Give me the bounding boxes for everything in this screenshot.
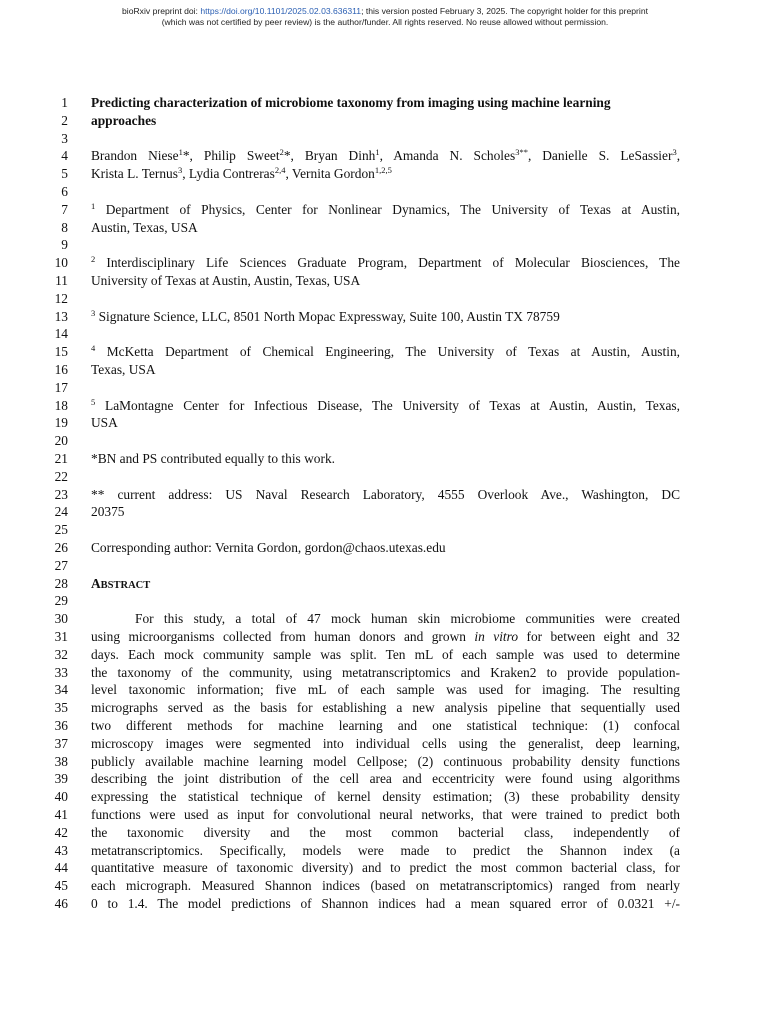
line-number: 46 xyxy=(54,896,68,911)
line-number: 24 xyxy=(54,504,68,520)
abstract-line: microscopy images were segmented into individual cells using the generalist, deep learning, xyxy=(91,735,680,751)
line-number: 39 xyxy=(54,771,68,787)
abstract-line: expressing the statistical technique of kernel density estimation; (3) these probability density xyxy=(91,789,680,805)
line-number: 42 xyxy=(54,824,68,840)
line-number: 45 xyxy=(54,878,68,894)
abstract-line: metatranscriptomics. Specifically, models were made to predict the Shannon index (a xyxy=(91,842,680,858)
abstract-line: micrographs served as the basis for establishing a new analysis pipeline that sequentially used xyxy=(91,700,680,716)
abstract-line: level taxonomic information; five mL of each sample was used for imaging. The resulting xyxy=(91,682,680,698)
line-number: 41 xyxy=(54,807,68,822)
line-number: 9 xyxy=(61,237,68,253)
line-number: 28 xyxy=(54,575,68,591)
preprint-header xyxy=(0,6,770,28)
line-number: 14 xyxy=(54,326,68,342)
line-number: 16 xyxy=(54,362,68,377)
line-number: 3 xyxy=(61,130,68,146)
line-number: 27 xyxy=(54,557,68,573)
affiliation-4: $^4$ McKetta Department of Chemical Engineering, The University of Texas at Austin, Austin, xyxy=(91,343,680,360)
line-number: 15 xyxy=(54,344,68,360)
current-address-note: ** current address: US Naval Research Laboratory, 4555 Overlook Ave., Washington, DC xyxy=(91,486,680,502)
paper-title-cont: approaches xyxy=(91,112,157,128)
affiliation-1-cont: Austin, Texas, USA xyxy=(91,219,198,235)
line-number: 4 xyxy=(61,148,68,164)
affiliation-4-cont: Texas, USA xyxy=(91,362,156,377)
abstract-line: functions were used as input for convolutional neural networks, that were trained to predict both xyxy=(91,807,680,822)
line-number: 30 xyxy=(54,611,68,627)
line-number: 40 xyxy=(54,789,68,805)
abstract-heading: ABSTRACT xyxy=(91,575,151,591)
abstract-line: days. Each mock community sample was split. Ten mL of each sample was used to determine xyxy=(91,646,680,662)
line-number: 35 xyxy=(54,700,68,716)
affiliation-2: $^2$ Interdisciplinary Life Sciences Graduate Program, Department of Molecular Biosciences, The xyxy=(91,254,680,271)
abstract-line: quantitative measure of taxonomic diversity) and to predict the most common bacterial class, for xyxy=(91,860,680,876)
line-number: 7 xyxy=(61,201,68,217)
abstract-line: describing the joint distribution of the cell area and eccentricity were found using algorithms xyxy=(91,771,680,787)
doi-link[interactable]: https://doi.org/10.1101/2025.02.03.636311 xyxy=(200,6,362,16)
affiliation-1: $^1$ Department of Physics, Center for Nonlinear Dynamics, The University of Texas at Austin, xyxy=(91,200,680,217)
line-number: 10 xyxy=(54,255,68,271)
abstract-line: 0 to 1.4. The model predictions of Shannon indices had a mean squared error of 0.0321 +/- xyxy=(91,896,680,911)
affiliation-5-cont: USA xyxy=(91,415,118,431)
affiliation-3: $^3$ Signature Science, LLC, 8501 North Mopac Expressway, Suite 100, Austin TX 78759 xyxy=(91,307,560,324)
line-number: 22 xyxy=(54,468,68,484)
header-line-2: (which was not certified by peer review) is the author/funder. All rights reserved. No reuse allowed without permission. xyxy=(161,17,609,27)
line-number: 20 xyxy=(54,433,68,449)
line-number: 6 xyxy=(61,184,68,199)
line-number: 44 xyxy=(54,860,68,876)
line-number: 36 xyxy=(54,718,68,733)
abstract-line: the taxonomic diversity and the most common bacterial class, independently of xyxy=(91,824,680,840)
paper-title: Predicting characterization of microbiome taxonomy from imaging using machine learning xyxy=(91,95,611,110)
abstract-line: using microorganisms collected from human donors and grown in vitro for between eight and 32 xyxy=(91,629,680,644)
current-address-note-cont: 20375 xyxy=(91,504,125,520)
line-number: 25 xyxy=(54,522,68,538)
line-number: 23 xyxy=(54,486,68,502)
line-number: 2 xyxy=(61,112,68,128)
affiliation-2-cont: University of Texas at Austin, Austin, Texas, USA xyxy=(91,273,361,288)
line-number: 19 xyxy=(54,415,68,431)
line-number: 38 xyxy=(54,753,68,769)
author-list-cont: Krista L. Ternus$^3$, Lydia Contreras$^{2,4}$, Vernita Gordon$^{1,2,5}$ xyxy=(91,165,392,182)
line-number: 34 xyxy=(54,682,68,698)
equal-contribution-note: *BN and PS contributed equally to this work. xyxy=(91,451,335,466)
affiliation-5: $^5$ LaMontagne Center for Infectious Disease, The University of Texas at Austin, Austin, Texas, xyxy=(91,396,680,413)
line-number: 33 xyxy=(54,664,68,680)
corresponding-author: Corresponding author: Vernita Gordon, gordon@chaos.utexas.edu xyxy=(91,540,446,555)
line-number: 12 xyxy=(54,290,68,306)
author-list: Brandon Niese$^1$*, Philip Sweet$^2$*, Bryan Dinh$^1$, Amanda N. Scholes$^{3**}$, Danielle S. LeSassier$^3$, xyxy=(91,147,681,164)
line-number: 29 xyxy=(54,593,68,609)
abstract-line: two different methods for machine learning and one statistical technique: (1) confocal xyxy=(91,718,680,733)
abstract-line: For this study, a total of 47 mock human skin microbiome communities were created xyxy=(135,611,680,627)
line-number: 13 xyxy=(54,308,68,324)
line-number: 26 xyxy=(54,540,68,555)
header-line-1: bioRxiv preprint doi: https://doi.org/10.1101/2025.02.03.636311; this version posted February 3, 2025. The copyright holder for this preprint xyxy=(122,6,648,16)
line-number: 43 xyxy=(54,842,68,858)
line-number: 32 xyxy=(54,646,68,662)
line-number: 37 xyxy=(54,735,68,751)
line-number: 5 xyxy=(61,166,68,182)
line-number: 11 xyxy=(55,273,68,288)
abstract-line: each micrograph. Measured Shannon indices (based on metatranscriptomics) ranged from nearly xyxy=(91,878,680,894)
line-number: 8 xyxy=(61,219,68,235)
abstract-line: the taxonomy of the community, using metatranscriptomics and Kraken2 to provide population- xyxy=(91,664,680,680)
line-number: 17 xyxy=(54,379,68,395)
line-number: 1 xyxy=(61,95,68,110)
abstract-line: publicly available machine learning model Cellpose; (2) continuous probability density functions xyxy=(91,753,680,769)
line-number: 18 xyxy=(54,397,68,413)
line-number: 21 xyxy=(54,451,68,466)
line-number: 31 xyxy=(54,629,68,644)
